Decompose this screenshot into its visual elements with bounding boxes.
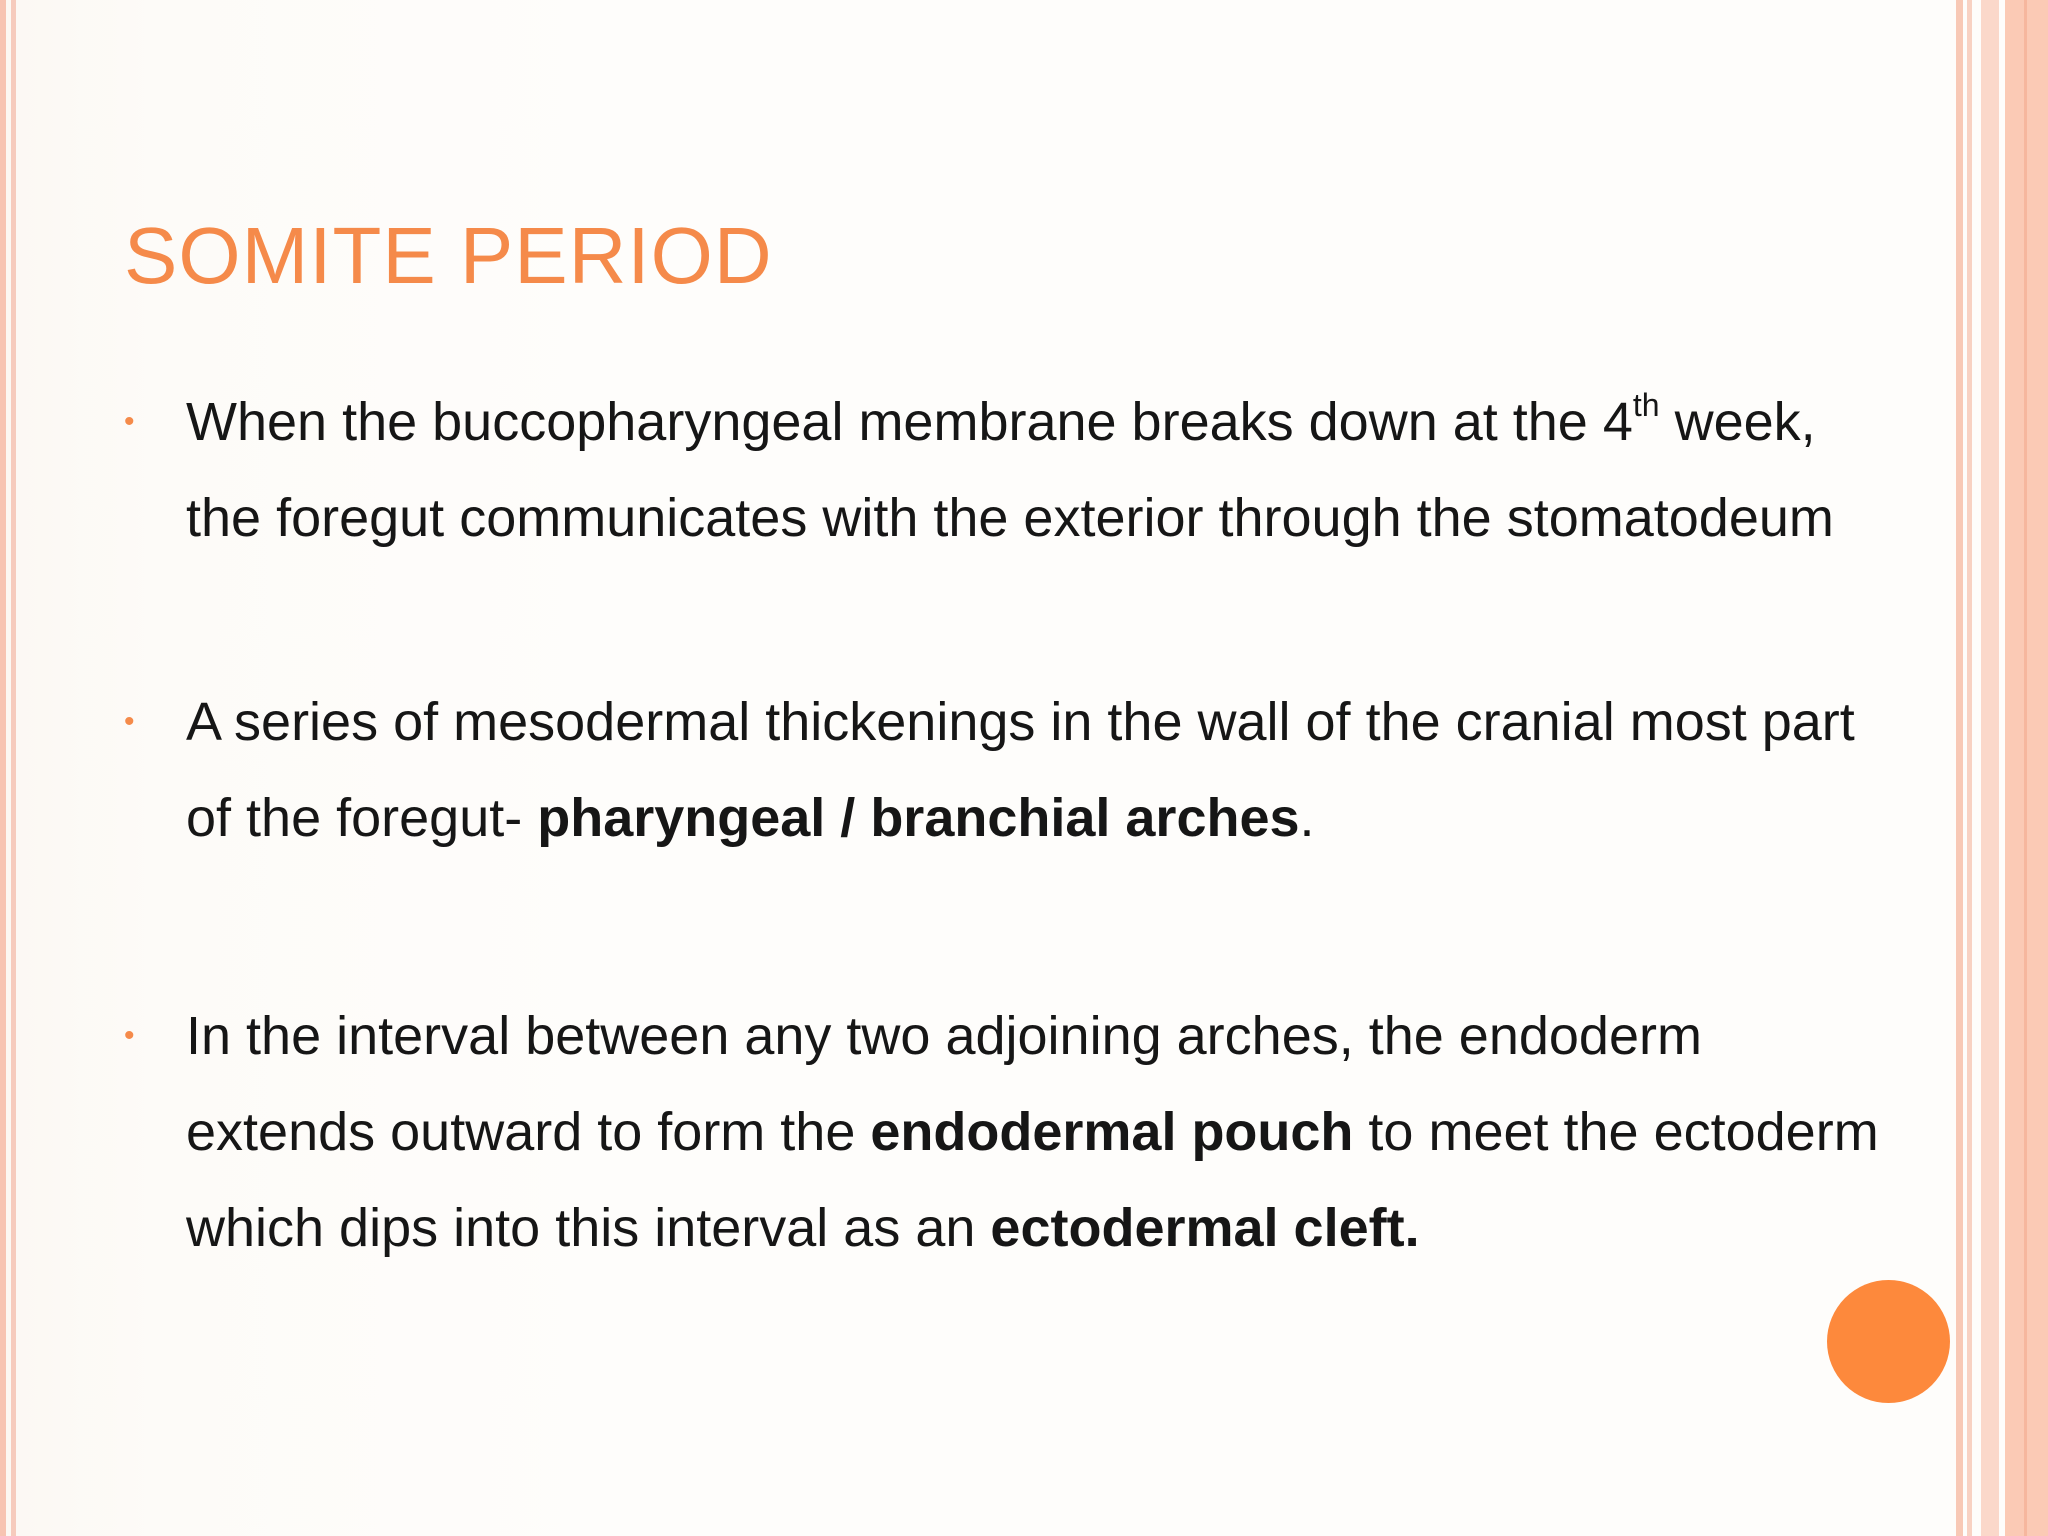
bold-term-cleft: ectodermal cleft. bbox=[990, 1198, 1420, 1258]
left-border-stripe-inner bbox=[11, 0, 16, 1536]
decorative-circle bbox=[1827, 1280, 1950, 1403]
right-border-stripe-1 bbox=[1956, 0, 1963, 1536]
bullet-text bbox=[186, 674, 1886, 866]
bullet-text-segment: When the buccopharyngeal membrane breaks down at the 4 bbox=[186, 392, 1633, 452]
right-border-stripe-3 bbox=[1981, 0, 1999, 1536]
bullet-text-segment: In the interval between any two adjoining arches, the endoderm extends outward to form the bbox=[186, 1006, 1702, 1162]
bullet-text-segment: week, the foregut communicates with the exterior through the stomatodeum bbox=[186, 392, 1834, 548]
right-border-stripe-5 bbox=[2024, 0, 2027, 1536]
bullet-text-segment: . bbox=[1299, 788, 1315, 848]
slide-title: SOMITE PERIOD bbox=[124, 211, 773, 300]
bold-term-arches: pharyngeal / branchial arches bbox=[537, 788, 1300, 848]
bold-term-pouch: endodermal pouch bbox=[870, 1102, 1354, 1162]
bullet-text-segment: A series of mesodermal thickenings in the wall of the cranial most part of the foregut- bbox=[186, 692, 1855, 848]
bullet-dot: • bbox=[124, 1019, 135, 1052]
bullet-dot: • bbox=[124, 705, 135, 738]
bullet-text bbox=[186, 374, 1886, 566]
bullet-text-segment: to meet the ectoderm which dips into this interval as an bbox=[186, 1102, 1879, 1258]
bullet-text bbox=[186, 988, 1886, 1276]
superscript-ordinal: th bbox=[1632, 387, 1660, 423]
right-border-stripe-2 bbox=[1967, 0, 1972, 1536]
left-border-stripe bbox=[0, 0, 6, 1536]
bullet-dot: • bbox=[124, 405, 135, 438]
